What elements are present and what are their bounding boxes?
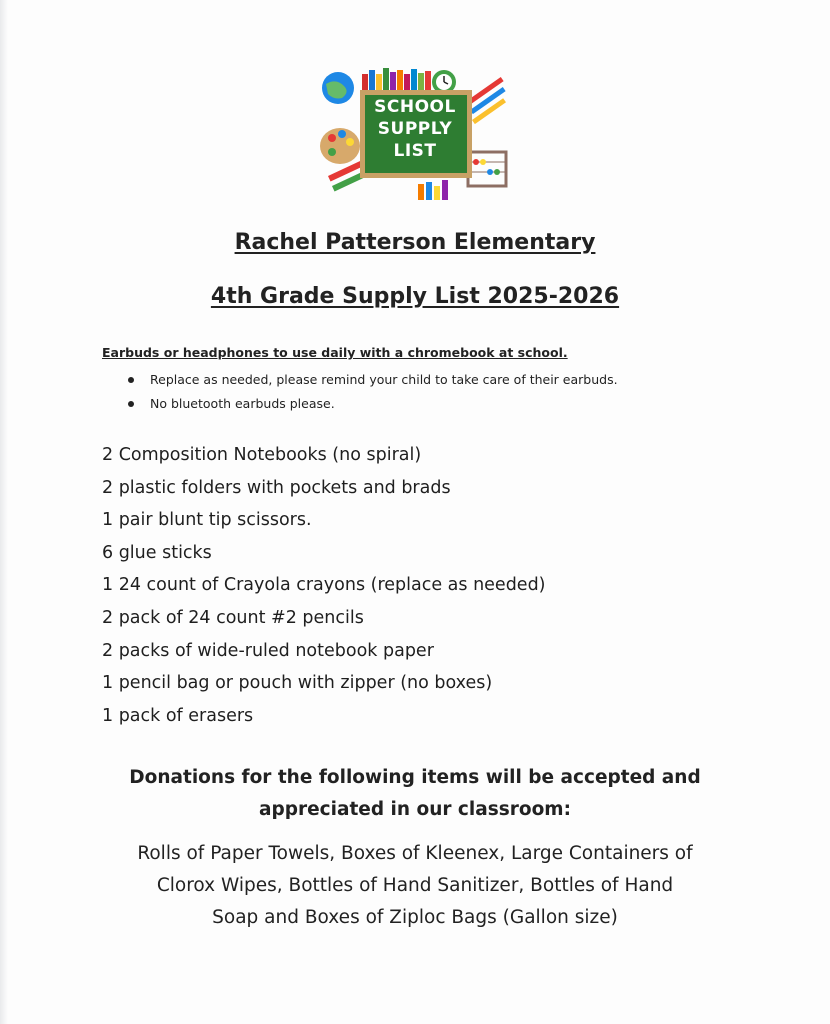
bullet-icon: [128, 401, 134, 407]
headphones-notes-list: [124, 368, 618, 416]
list-item: [124, 368, 618, 392]
list-item: 2 plastic folders with pockets and brads: [102, 477, 451, 498]
abacus-icon: [468, 152, 506, 186]
list-item: 1 pencil bag or pouch with zipper (no boxes): [102, 673, 493, 694]
school-supply-logo: [318, 66, 514, 202]
bullet-icon: [128, 377, 134, 383]
donations-heading: [0, 762, 830, 826]
logo-line-list: LIST: [393, 141, 437, 161]
donation-items-line: Soap and Boxes of Ziploc Bags (Gallon size): [212, 907, 618, 928]
list-item: 6 glue sticks: [102, 542, 212, 563]
school-name-title: Rachel Patterson Elementary: [234, 230, 596, 255]
list-item: [124, 392, 618, 416]
note-text: No bluetooth earbuds please.: [150, 396, 335, 411]
supply-items-list: [102, 439, 546, 732]
list-item: 2 Composition Notebooks (no spiral): [102, 445, 422, 465]
logo-text: [365, 96, 465, 162]
logo-line-school: SCHOOL: [374, 97, 456, 117]
list-item: 1 24 count of Crayola crayons (replace as needed): [102, 575, 546, 596]
donation-items-line: Clorox Wipes, Bottles of Hand Sanitizer, Bottles of Hand: [156, 875, 674, 896]
paint-brushes-icon: [468, 77, 506, 124]
list-item: 1 pack of erasers: [102, 705, 254, 726]
note-text: Replace as needed, please remind your child to take care of their earbuds.: [150, 372, 618, 387]
list-item: 2 packs of wide-ruled notebook paper: [102, 640, 434, 661]
donations-heading-line: appreciated in our classroom:: [259, 799, 571, 820]
donation-items-line: Rolls of Paper Towels, Boxes of Kleenex, Large Containers of: [137, 843, 693, 864]
list-item: 1 pair blunt tip scissors.: [102, 510, 312, 531]
logo-line-supply: SUPPLY: [377, 119, 453, 139]
headphones-heading: Earbuds or headphones to use daily with a chromebook at school.: [102, 345, 568, 360]
list-item: 2 pack of 24 count #2 pencils: [102, 607, 364, 628]
donation-items-text: [0, 838, 830, 934]
donations-heading-line: Donations for the following items will be accepted and: [129, 767, 701, 788]
supply-list-title: 4th Grade Supply List 2025-2026: [210, 284, 620, 309]
